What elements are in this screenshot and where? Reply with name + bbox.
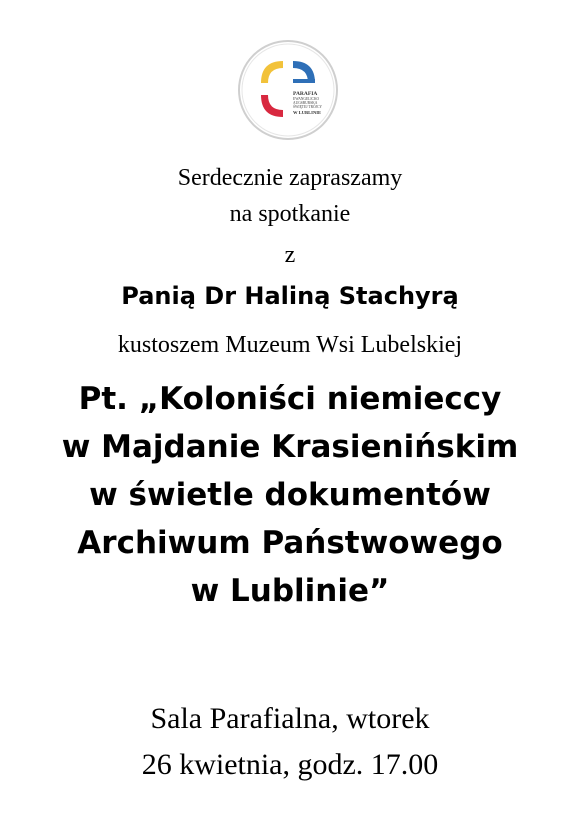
svg-text:W LUBLINIE: W LUBLINIE (293, 110, 322, 115)
svg-text:AUGSBURSKA: AUGSBURSKA (293, 101, 318, 105)
svg-text:PARAFIA: PARAFIA (293, 91, 318, 97)
talk-title-line-3: w świetle dokumentów (89, 477, 491, 513)
talk-title-line-2: w Majdanie Krasienińskim (61, 429, 519, 465)
talk-title-line-4: Archiwum Państwowego (77, 525, 503, 561)
speaker-name: Panią Dr Haliną Stachyrą (121, 282, 459, 310)
talk-title-line-5: w Lublinie” (190, 573, 390, 609)
svg-text:EWANGELICKO: EWANGELICKO (293, 97, 320, 101)
speaker-role: kustoszem Muzeum Wsi Lubelskiej (117, 332, 463, 358)
event-venue: Sala Parafialna, wtorek (150, 702, 430, 735)
svg-text:ŚWIĘTEJ TRÓJCY: ŚWIĘTEJ TRÓJCY (293, 105, 322, 109)
parish-logo (237, 39, 339, 141)
talk-title-line-1: Pt. „Koloniści niemieccy (78, 381, 502, 417)
invitation-line-2: na spotkanie (229, 201, 351, 227)
invitation-line-3: z (284, 242, 296, 268)
invitation-line-1: Serdecznie zapraszamy (177, 165, 403, 191)
talk-title (0, 375, 580, 615)
parish-logo-emblem (237, 39, 339, 141)
event-date: 26 kwietnia, godz. 17.00 (141, 748, 439, 781)
